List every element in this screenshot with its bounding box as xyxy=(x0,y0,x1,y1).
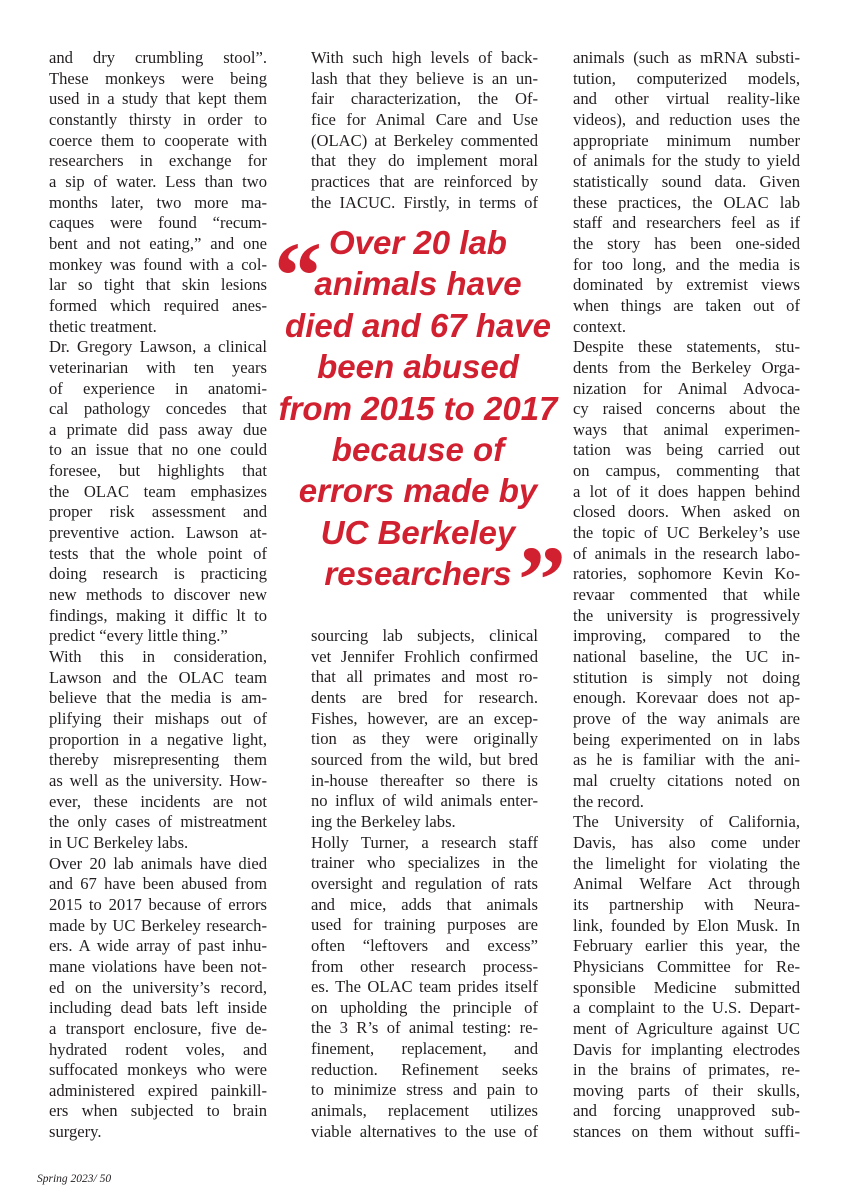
text-line: These monkeys were being xyxy=(49,68,267,88)
text-line: a lot of it does happen behind xyxy=(573,481,800,501)
text-line: the record. xyxy=(573,791,644,811)
text-line: believe that the media is am- xyxy=(49,688,267,708)
text-line: predict “every little thing.” xyxy=(49,626,228,646)
paragraph xyxy=(49,647,267,854)
text-line: ing the Berkeley labs. xyxy=(311,811,456,831)
text-line: in the brains of primates, re- xyxy=(573,1060,800,1080)
text-line: the IACUC. Firstly, in terms of xyxy=(311,192,538,212)
text-line: as well as the university. How- xyxy=(49,770,267,790)
text-line: ratories, sophomore Kevin Ko- xyxy=(573,564,800,584)
text-line: oversight and regulation of rats xyxy=(311,873,538,893)
pull-quote-line: animals have xyxy=(314,265,522,303)
text-line: a primate did pass away due xyxy=(49,419,267,439)
text-line: no influx of wild animals enter- xyxy=(311,791,538,811)
text-line: the OLAC team emphasizes xyxy=(49,481,267,501)
text-line: Holly Turner, a research staff xyxy=(311,832,538,852)
text-line: hydrated rodent voles, and xyxy=(49,1039,267,1059)
text-line: the 3 R’s of animal testing: re- xyxy=(311,1018,538,1038)
text-line: Animal Welfare Act through xyxy=(573,874,800,894)
text-line: ment of Agriculture against UC xyxy=(573,1018,800,1038)
text-line: new methods to discover new xyxy=(49,585,267,605)
text-line: Fishes, however, are an excep- xyxy=(311,708,538,728)
text-line: constantly thirsty in order to xyxy=(49,109,267,129)
text-line: February earlier this year, the xyxy=(573,936,800,956)
text-line: trainer who specializes in the xyxy=(311,853,538,873)
text-line: and dry crumbling stool”. xyxy=(49,48,267,67)
pull-quote-line: Over 20 lab xyxy=(329,224,507,261)
text-line: revaar commented that while xyxy=(573,585,800,605)
text-line: doing research is practicing xyxy=(49,564,267,584)
text-line: of experience in anatomi- xyxy=(49,378,267,398)
text-line: Davis for implanting electrodes xyxy=(573,1039,800,1059)
text-line: foresee, but highlights that xyxy=(49,461,267,481)
text-line: practices that are reinforced by xyxy=(311,171,538,191)
text-line: ever, these incidents are not xyxy=(49,791,267,811)
text-line: its partnership with Neura- xyxy=(573,894,800,914)
text-line: often “leftovers and excess” xyxy=(311,935,538,955)
text-line: of animals in the research labo- xyxy=(573,543,800,563)
text-line: stances on them without suffi- xyxy=(573,1122,800,1142)
text-line: reduction. Refinement seeks xyxy=(311,1059,538,1079)
text-line: viable alternatives to the use of xyxy=(311,1121,538,1141)
text-line: and other virtual reality-like xyxy=(573,89,800,109)
text-line: staff and researchers feel as if xyxy=(573,213,800,233)
paragraph xyxy=(311,833,538,1143)
text-line: The University of California, xyxy=(573,812,800,832)
text-line: (OLAC) at Berkeley commented xyxy=(311,130,538,150)
text-line: prove of the way animals are xyxy=(573,709,800,728)
text-line: these practices, the OLAC lab xyxy=(573,192,800,212)
paragraph xyxy=(49,854,267,1143)
text-line: mal cruelty citations noted on xyxy=(573,770,800,790)
text-line: sourcing lab subjects, clinical xyxy=(311,626,538,645)
text-line: With this in consideration, xyxy=(49,647,267,667)
text-line: moving parts of their skulls, xyxy=(573,1080,800,1100)
paragraph xyxy=(311,48,538,213)
text-line: proportion in a negative light, xyxy=(49,729,267,749)
paragraph xyxy=(573,337,800,812)
text-line: es. The OLAC team prides itself xyxy=(311,977,538,997)
article-column-3 xyxy=(573,48,800,1143)
text-line: tution, computerized models, xyxy=(573,68,800,88)
text-line: to an issue that no one could xyxy=(49,440,267,460)
text-line: Over 20 lab animals have died xyxy=(49,853,267,873)
text-line: enough. Korevaar does not ap- xyxy=(573,688,800,708)
text-line: the topic of UC Berkeley’s use xyxy=(573,523,800,543)
text-line: closed doors. When asked on xyxy=(573,502,800,522)
paragraph xyxy=(573,48,800,337)
text-line: videos), and reduction uses the xyxy=(573,109,800,129)
text-line: veterinarian with ten years xyxy=(49,357,267,377)
text-line: from other research process- xyxy=(311,956,538,976)
text-line: mane violations have been not- xyxy=(49,956,267,976)
text-line: the university is progressively xyxy=(573,605,800,625)
text-line: when things are taken out of xyxy=(573,295,800,315)
text-line: the only cases of mistreatment xyxy=(49,812,267,832)
pull-quote-line: because of xyxy=(331,431,505,469)
text-line: the limelight for violating the xyxy=(573,853,800,873)
text-line: With such high levels of back- xyxy=(311,48,538,67)
text-line: being experimented on in labs xyxy=(573,729,800,749)
text-line: thereby misrepresenting them xyxy=(49,750,267,770)
text-line: surgery. xyxy=(49,1122,102,1142)
pull-quote-line: UC Berkeley xyxy=(320,513,516,551)
text-line: national baseline, the UC in- xyxy=(573,647,800,667)
text-line: findings, making it diffic lt to xyxy=(49,605,267,625)
text-line: finement, replacement, and xyxy=(311,1039,538,1059)
text-line: bent and not eating,” and one xyxy=(49,233,267,253)
text-line: proper risk assessment and xyxy=(49,502,267,522)
text-line: as he is familiar with the ani- xyxy=(573,750,800,770)
text-line: including dead bats left inside xyxy=(49,998,267,1018)
article-column-2-bottom xyxy=(311,626,538,1142)
text-line: preventive action. Lawson at- xyxy=(49,523,267,543)
close-quote-mark-icon: ” xyxy=(518,526,566,633)
text-line: a transport enclosure, five de- xyxy=(49,1018,267,1038)
text-line: vet Jennifer Frohlich confirmed xyxy=(311,646,538,666)
paragraph xyxy=(311,626,538,833)
text-line: plifying their mishaps out of xyxy=(49,709,267,728)
text-line: to minimize stress and pain to xyxy=(311,1080,538,1100)
text-line: stitution is simply not doing xyxy=(573,667,800,687)
text-line: thetic treatment. xyxy=(49,316,157,336)
text-line: Despite these statements, stu- xyxy=(573,337,800,357)
text-line: ways that animal experimen- xyxy=(573,419,800,439)
text-line: context. xyxy=(573,316,626,336)
text-line: fair characterization, the Of- xyxy=(311,89,538,109)
text-line: animals, replacement utilizes xyxy=(311,1101,538,1121)
text-line: animals (such as mRNA substi- xyxy=(573,48,800,67)
article-column-2-top xyxy=(311,48,538,213)
text-line: and 67 have been abused from xyxy=(49,874,267,894)
text-line: made by UC Berkeley research- xyxy=(49,915,267,935)
text-line: researchers in exchange for xyxy=(49,151,267,171)
text-line: 2015 to 2017 because of errors xyxy=(49,894,267,914)
text-line: suffocated monkeys who were xyxy=(49,1060,267,1080)
text-line: lash that they believe is an un- xyxy=(311,68,538,88)
text-line: used for training purposes are xyxy=(311,915,538,935)
pull-quote-line: been abused xyxy=(317,348,519,386)
paragraph xyxy=(49,48,267,337)
text-line: dominated by extremist views xyxy=(573,275,800,295)
text-line: Dr. Gregory Lawson, a clinical xyxy=(49,337,267,357)
text-line: dents from the Berkeley Orga- xyxy=(573,357,800,377)
text-line: on upholding the principle of xyxy=(311,997,538,1017)
text-line: in UC Berkeley labs. xyxy=(49,832,189,852)
text-line: months later, two more ma- xyxy=(49,192,267,212)
text-line: statistically sound data. Given xyxy=(573,171,800,191)
text-line: ers. A wide array of past inhu- xyxy=(49,936,267,956)
text-line: caques were found “recum- xyxy=(49,213,267,233)
paragraph xyxy=(573,812,800,1143)
text-line: link, founded by Elon Musk. In xyxy=(573,915,800,935)
text-line: that they do implement moral xyxy=(311,151,538,171)
text-line: tation was being carried out xyxy=(573,440,800,460)
text-line: cal pathology concedes that xyxy=(49,399,267,419)
text-line: Lawson and the OLAC team xyxy=(49,667,267,687)
pull-quote-line: researchers xyxy=(324,555,512,593)
text-line: in-house thereafter so there is xyxy=(311,770,538,790)
text-line: sourced from the wild, but bred xyxy=(311,749,538,769)
text-line: tests that the whole point of xyxy=(49,543,267,563)
text-line: of animals for the study to yield xyxy=(573,151,800,171)
open-quote-mark-icon: “ xyxy=(274,222,322,329)
text-line: the story has been one-sided xyxy=(573,233,800,253)
text-line: and mice, adds that animals xyxy=(311,894,538,914)
text-line: and forcing unapproved sub- xyxy=(573,1101,800,1121)
text-line: ed on the university’s record, xyxy=(49,977,267,997)
pull-quote-line: died and 67 have xyxy=(285,306,551,344)
text-line: cy raised concerns about the xyxy=(573,399,800,419)
pull-quote-line: from 2015 to 2017 xyxy=(278,389,558,427)
text-line: on campus, commenting that xyxy=(573,461,800,481)
article-column-1 xyxy=(49,48,267,1143)
text-line: lar so tight that skin lesions xyxy=(49,275,267,295)
text-line: improving, compared to the xyxy=(573,626,800,646)
paragraph xyxy=(49,337,267,647)
text-line: appropriate minimum number xyxy=(573,130,800,150)
text-line: monkey was found with a col- xyxy=(49,254,267,274)
text-line: sponsible Medicine submitted xyxy=(573,977,800,997)
text-line: coerce them to cooperate with xyxy=(49,130,267,150)
text-line: administered expired painkill- xyxy=(49,1080,267,1100)
text-line: Davis, has also come under xyxy=(573,832,800,852)
text-line: a complaint to the U.S. Depart- xyxy=(573,998,800,1018)
text-line: fice for Animal Care and Use xyxy=(311,109,538,129)
text-line: that all primates and most ro- xyxy=(311,667,538,687)
text-line: for too long, and the media is xyxy=(573,254,800,274)
text-line: used in a study that kept them xyxy=(49,89,267,109)
page-footer: Spring 2023/ 50 xyxy=(37,1173,112,1185)
text-line: nization for Animal Advoca- xyxy=(573,378,800,398)
text-line: Physicians Committee for Re- xyxy=(573,956,800,976)
text-line: ers when subjected to brain xyxy=(49,1101,267,1121)
text-line: a sip of water. Less than two xyxy=(49,171,267,191)
text-line: dents are bred for research. xyxy=(311,687,538,707)
pull-quote-line: errors made by xyxy=(298,472,538,510)
text-line: tion as they were originally xyxy=(311,729,538,749)
text-line: formed which required anes- xyxy=(49,295,267,315)
